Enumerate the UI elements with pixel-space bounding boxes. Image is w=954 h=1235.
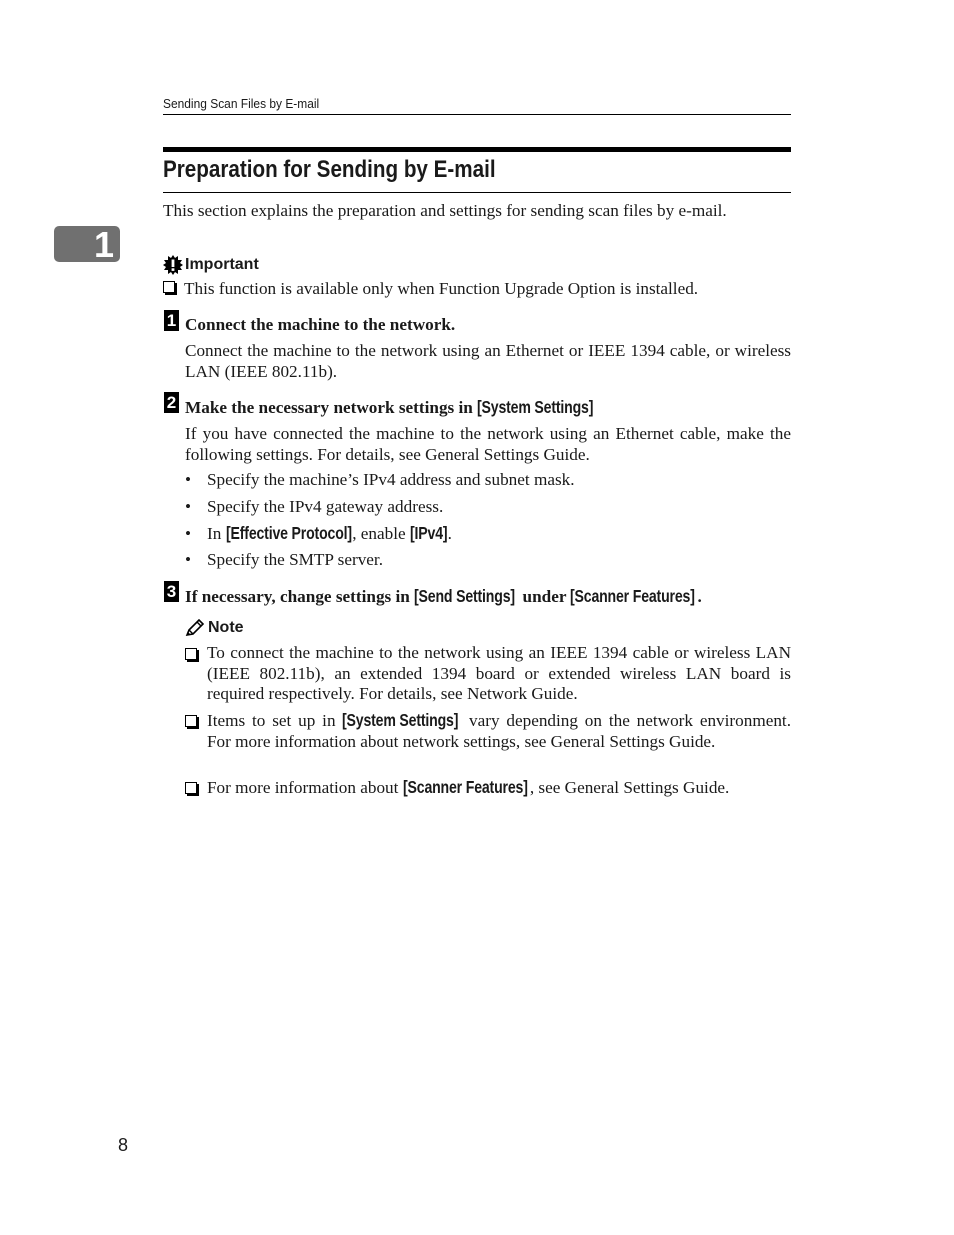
scanner-features-key: [Scanner Features] [570, 586, 696, 606]
bullet-item: • Specify the SMTP server. [185, 550, 383, 569]
note-item [185, 710, 791, 752]
ipv4-key: [IPv4] [409, 523, 448, 543]
scanner-features-key: [Scanner Features] [402, 777, 528, 797]
checkbox-icon [185, 715, 197, 727]
note-item [185, 777, 791, 799]
step-2-title [185, 397, 619, 418]
checkbox-icon [185, 782, 197, 794]
running-header: Sending Scan Files by E-mail [163, 96, 320, 111]
chapter-number: 1 [93, 224, 114, 265]
step-3-number: 3 [164, 581, 179, 602]
effective-protocol-key: [Effective Protocol] [225, 523, 352, 543]
step-1-number: 1 [164, 310, 179, 331]
important-icon [163, 255, 183, 275]
bullet-text: , enable [352, 524, 410, 543]
bullet-item: • Specify the IPv4 gateway address. [185, 497, 444, 516]
pencil-icon [185, 619, 205, 637]
step-1-title: Connect the machine to the network. [185, 315, 456, 334]
bullet-text: . [447, 524, 452, 543]
note-label: Note [208, 619, 244, 636]
note-text-part: For more information about [207, 778, 403, 797]
bullet-text: In [207, 524, 226, 543]
header-rule [163, 114, 791, 115]
section-title: Preparation for Sending by E-mail [163, 156, 496, 183]
bullet-text: Specify the SMTP server. [207, 550, 383, 569]
bullet-text: Specify the machine’s IPv4 address and subnet mask. [207, 470, 575, 489]
important-label: Important [185, 256, 259, 273]
bullet-item: • Specify the machine’s IPv4 address and subnet mask. [185, 470, 575, 489]
title-rule [163, 192, 791, 193]
intro-paragraph: This section explains the preparation and settings for sending scan files by e-mail. [163, 201, 727, 220]
step-2-body: If you have connected the machine to the network using an Ethernet cable, make the following settings. For details, see General Settings Guide. [185, 424, 791, 464]
important-heading [163, 255, 259, 275]
note-text-part: vary depending on the network environment. For more information about network settings, see General Settings Guide. [207, 711, 791, 751]
important-item-text: This function is available only when Function Upgrade Option is installed. [184, 279, 699, 298]
step-3-title-text: If necessary, change settings in [185, 587, 415, 606]
step-3-title [185, 586, 702, 607]
bullet-text: Specify the IPv4 gateway address. [207, 497, 444, 516]
step-2-number: 2 [164, 392, 179, 413]
note-item-text [207, 777, 791, 799]
chapter-tab [54, 224, 120, 265]
important-item [163, 279, 698, 300]
note-item-text [207, 710, 791, 752]
system-settings-key: [System Settings] [477, 397, 594, 417]
step-2-title-text: Make the necessary network settings in [185, 398, 478, 417]
system-settings-key: [System Settings] [342, 710, 459, 730]
note-heading [185, 619, 244, 637]
title-bar [163, 147, 791, 152]
note-text-part: Items to set up in [207, 711, 343, 730]
send-settings-key: [Send Settings] [414, 586, 516, 606]
note-item-text: To connect the machine to the network using an IEEE 1394 cable or wireless LAN (IEEE 802.11b), an extended 1394 board or extended wireless LAN board is required respectively. For details, see Network Guide. [207, 643, 791, 703]
bullet-item: • In [Effective Protocol], enable [IPv4]. [185, 523, 452, 543]
checkbox-icon [185, 648, 197, 660]
checkbox-icon [163, 281, 175, 293]
note-text-part: , see General Settings Guide. [529, 778, 730, 797]
step-1-body: Connect the machine to the network using an Ethernet or IEEE 1394 cable, or wireless LAN (IEEE 802.11b). [185, 341, 791, 381]
page-number: 8 [118, 1135, 129, 1155]
step-3-title-text: under [518, 587, 571, 606]
note-item [185, 643, 791, 705]
step-3-title-text: . [697, 587, 702, 606]
